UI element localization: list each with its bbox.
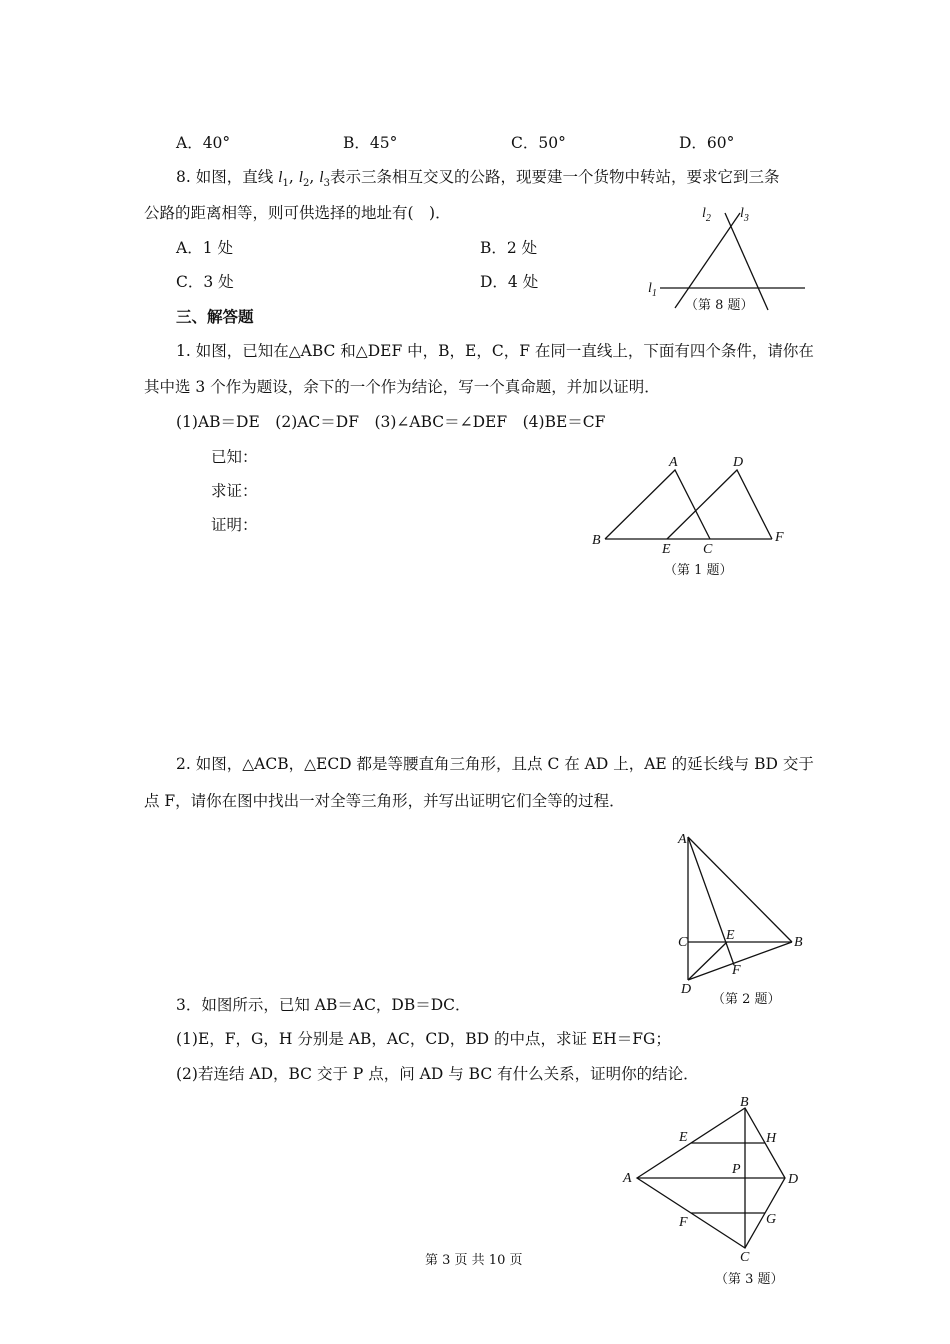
page-footer: 第 3 页 共 10 页 bbox=[425, 1253, 523, 1268]
p3-label-a: A bbox=[623, 1171, 632, 1186]
p2-line-af bbox=[688, 837, 734, 965]
p3-figure bbox=[620, 1095, 810, 1270]
p1-label-e: E bbox=[662, 542, 671, 557]
p2-line-ab bbox=[688, 837, 792, 942]
p2-figure bbox=[670, 825, 810, 1000]
p3-label-f: F bbox=[679, 1215, 688, 1230]
q8-label-l3: $l_3$ bbox=[740, 206, 749, 224]
section3-title: 三、解答题 bbox=[176, 307, 254, 326]
p1-line1: 1. 如图，已知在△ABC 和△DEF 中，B，E，C，F 在同一直线上，下面有四个条件，请你在 bbox=[176, 342, 814, 360]
p1-prove: 求证： bbox=[211, 482, 258, 500]
q8-l1: l bbox=[278, 169, 283, 186]
p1-proof: 证明： bbox=[211, 516, 258, 534]
p3-figure-caption: （第 3 题） bbox=[715, 1272, 784, 1287]
p1-conditions: (1)AB＝DE (2)AC＝DF (3)∠ABC＝∠DEF (4)BE＝CF bbox=[176, 413, 606, 431]
p1-label-d: D bbox=[733, 455, 744, 470]
q8-l1-sub: 1 bbox=[282, 178, 289, 190]
p1-triangle-abc bbox=[605, 470, 710, 539]
p2-label-d: D bbox=[681, 982, 692, 997]
p3-label-c: C bbox=[740, 1250, 750, 1265]
p2-label-a: A bbox=[678, 832, 687, 847]
p3-line1: 3．如图所示，已知 AB＝AC，DB＝DC． bbox=[176, 996, 471, 1014]
q8-l2-sub: 2 bbox=[303, 178, 310, 190]
p2-label-b: B bbox=[794, 935, 803, 950]
q8-option-d: D．4 处 bbox=[480, 273, 539, 291]
p1-line2: 其中选 3 个作为题设，余下的一个作为结论，写一个真命题，并加以证明． bbox=[144, 378, 660, 396]
q8-line1-pre: 8. 如图，直线 bbox=[176, 168, 279, 186]
p3-label-d: D bbox=[788, 1172, 799, 1187]
p3-label-e: E bbox=[679, 1130, 688, 1145]
p3-label-p: P bbox=[732, 1162, 741, 1177]
p2-line2: 点 F，请你在图中找出一对全等三角形，并写出证明它们全等的过程． bbox=[144, 792, 625, 810]
p3-label-b: B bbox=[740, 1095, 749, 1110]
p2-figure-caption: （第 2 题） bbox=[712, 992, 781, 1007]
q7-option-d: D．60° bbox=[679, 134, 735, 152]
q7-option-c: C．50° bbox=[511, 134, 566, 152]
p2-label-e: E bbox=[726, 928, 735, 943]
q7-option-b: B．45° bbox=[343, 134, 398, 152]
q8-figure-caption: （第 8 题） bbox=[685, 298, 754, 313]
p2-line-de bbox=[688, 942, 727, 980]
q8-label-l1: $l_1$ bbox=[648, 281, 657, 299]
p2-label-f: F bbox=[732, 963, 741, 978]
p1-figure bbox=[585, 450, 790, 560]
q8-l2: l bbox=[298, 169, 304, 186]
p1-label-c: C bbox=[703, 542, 713, 557]
p1-known: 已知： bbox=[211, 448, 258, 466]
q8-l3: l bbox=[319, 169, 324, 186]
q7-option-a: A．40° bbox=[176, 134, 231, 152]
q8-line1-post: 表示三条相互交叉的公路，现要建一个货物中转站，要求它到三条 bbox=[329, 168, 780, 186]
q8-label-l2: $l_2$ bbox=[702, 206, 711, 224]
p1-label-f: F bbox=[775, 530, 784, 545]
q8-option-a: A．1 处 bbox=[176, 239, 233, 257]
p2-line1: 2. 如图，△ACB，△ECD 都是等腰直角三角形，且点 C 在 AD 上，AE 的延长线与 BD 交于 bbox=[176, 755, 814, 773]
q8-line2: 公路的距离相等，则可供选择的地址有( )． bbox=[144, 204, 451, 222]
p2-label-c: C bbox=[678, 935, 688, 950]
p3-line3: (2)若连结 AD，BC 交于 P 点，问 AD 与 BC 有什么关系，证明你的结论． bbox=[176, 1065, 699, 1083]
p1-label-a: A bbox=[669, 455, 678, 470]
p3-label-g: G bbox=[766, 1212, 777, 1227]
p3-line2: (1)E，F，G，H 分别是 AB，AC，CD，BD 的中点，求证 EH＝FG； bbox=[176, 1030, 671, 1048]
p3-label-h: H bbox=[766, 1131, 777, 1146]
q8-option-b: B．2 处 bbox=[480, 239, 538, 257]
q8-l3-sub: 3 bbox=[323, 178, 330, 190]
q8-option-c: C．3 处 bbox=[176, 273, 234, 291]
p1-triangle-def bbox=[667, 470, 772, 539]
p1-figure-caption: （第 1 题） bbox=[664, 563, 733, 578]
p1-label-b: B bbox=[592, 533, 601, 548]
q8-line1: 8. 如图，直线 $l_1$, $l_2$, $l_3$表示三条相互交叉的公路，现要建一个货物中转站，要求它到三条 bbox=[176, 168, 780, 190]
